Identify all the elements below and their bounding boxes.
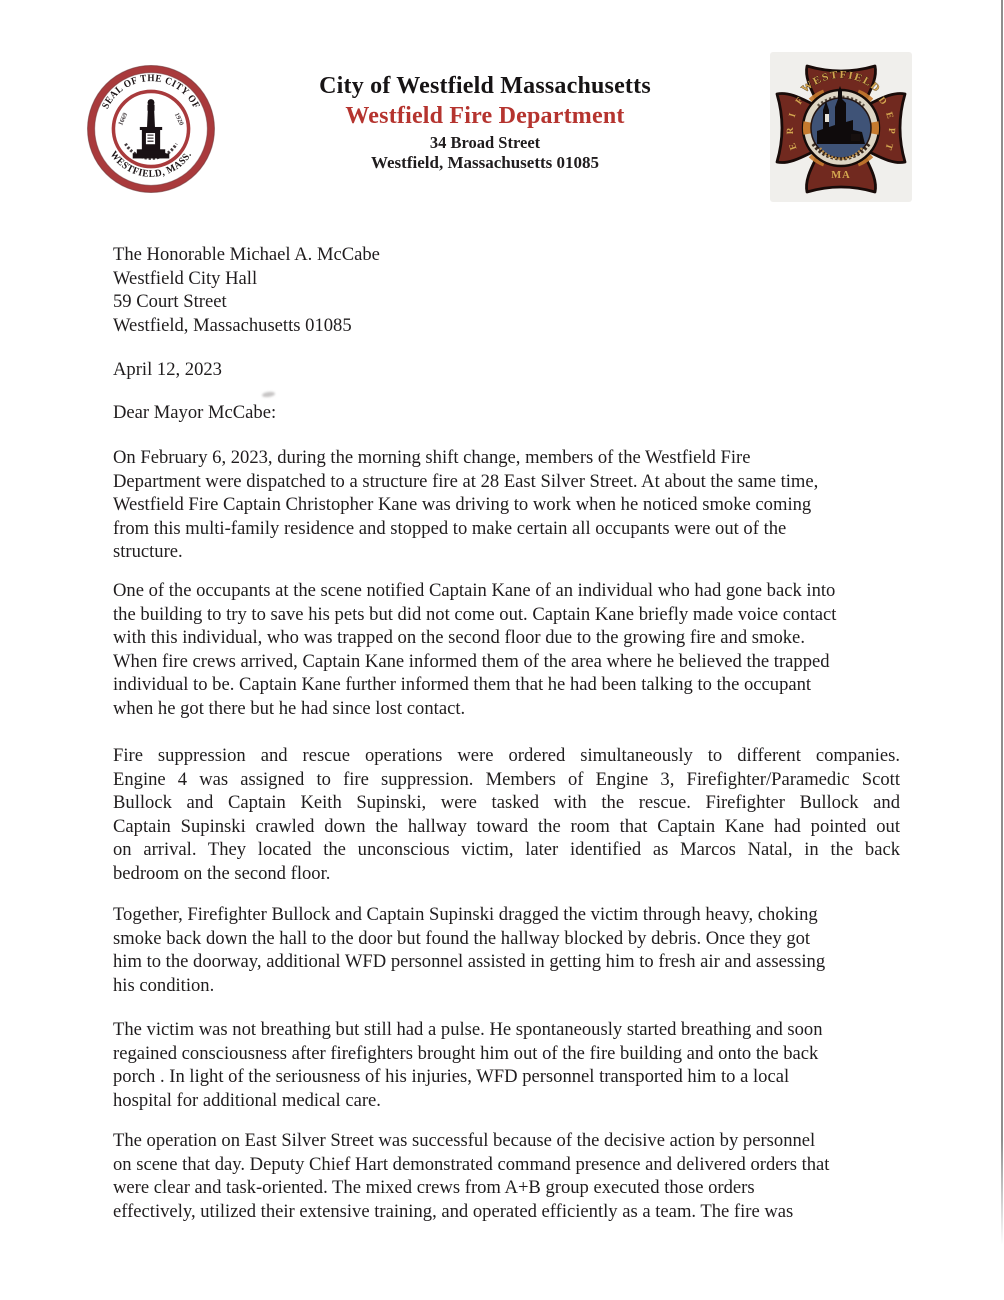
text-line: On February 6, 2023, during the morning shift change, members of the Westfield Fire [113, 447, 751, 468]
letterhead-city-address: Westfield, Massachusetts 01085 [370, 153, 600, 172]
badge-bottom-text: MA [831, 170, 851, 181]
text-line: regained consciousness after firefighters brought him out of the fire building and onto the back [113, 1042, 819, 1064]
text-line: When fire crews arrived, Captain Kane informed them of the area where he believed the trapped [113, 650, 830, 672]
text-line: his condition. [113, 974, 215, 996]
paragraph-3 [113, 744, 900, 885]
paragraph-2 [113, 579, 900, 720]
text-line: the building to try to save his pets but did not come out. Captain Kane briefly made voice contact [113, 603, 837, 625]
svg-text:R: R [785, 127, 797, 135]
letterhead-city-title: City of Westfield Massachusetts [319, 73, 651, 99]
text-line: Together, Firefighter Bullock and Captain Supinski dragged the victim through heavy, choking [113, 904, 818, 925]
svg-text:D: D [875, 95, 889, 108]
text-line: porch . In light of the seriousness of his injuries, WFD personnel transported him to a local [113, 1066, 790, 1087]
salutation: Dear Mayor McCabe: [113, 402, 277, 423]
fire-department-badge-icon [768, 50, 916, 206]
text-line: Department were dispatched to a structure fire at 28 East Silver Street. At about the same time, [113, 470, 819, 492]
recipient-line: Westfield, Massachusetts 01085 [113, 314, 352, 336]
text-line: One of the occupants at the scene notified Captain Kane of an individual who had gone back into [113, 580, 836, 601]
text-line: Fire suppression and rescue operations were ordered simultaneously to different companies. [113, 745, 900, 766]
text-line: with this individual, who was trapped on the second floor due to the growing fire and smoke. [113, 627, 805, 648]
text-line: him to the doorway, additional WFD personnel assisted in getting him to fresh air and assessing [113, 951, 826, 972]
recipient-line: Westfield City Hall [113, 267, 258, 289]
recipient-address [113, 243, 900, 337]
text-line: The victim was not breathing but still had a pulse. He spontaneously started breathing and soon [113, 1019, 823, 1040]
text-line: structure. [113, 541, 183, 562]
svg-text:F: F [794, 96, 806, 107]
text-line: when he got there but he had since lost contact. [113, 697, 466, 719]
text-line: effectively, utilized their extensive training, and operated efficiently as a team. The fire was [113, 1200, 794, 1222]
letterhead-department-title: Westfield Fire Department [345, 103, 625, 129]
recipient-line: The Honorable Michael A. McCabe [113, 244, 380, 265]
letterhead-street-address: 34 Broad Street [429, 133, 541, 152]
paragraph-5 [113, 1018, 900, 1112]
text-line: Captain Supinski crawled down the hallway toward the room that Captain Kane had pointed out [113, 815, 900, 837]
paragraph-1 [113, 446, 900, 564]
letterhead [260, 71, 710, 173]
seal-year-left: 1669 [117, 111, 130, 127]
page-edge-shadow [1001, 0, 1003, 1245]
text-line: hospital for additional medical care. [113, 1089, 381, 1111]
seal-top-text: SEAL OF THE CITY OF [100, 73, 203, 112]
text-line: smoke back down the hall to the door but found the hallway blocked by debris. Once they got [113, 927, 811, 949]
svg-text:E: E [787, 141, 800, 151]
svg-text:E: E [883, 110, 895, 120]
svg-text:I: I [787, 112, 799, 119]
text-line: The operation on East Silver Street was successful because of the decisive action by personnel [113, 1130, 816, 1151]
city-seal-icon [84, 62, 218, 196]
scan-speckle [262, 391, 276, 398]
svg-text:P: P [885, 127, 897, 134]
paragraph-6 [113, 1129, 900, 1223]
text-line: on arrival. They located the unconscious victim, later identified as Marcos Natal, in the back [113, 839, 900, 860]
seal-year-right: 1920 [172, 111, 185, 127]
seal-bottom-text: WESTFIELD, MASS. [107, 149, 195, 180]
date-line: April 12, 2023 [113, 359, 222, 380]
text-line: bedroom on the second floor. [113, 862, 331, 884]
text-line: on scene that day. Deputy Chief Hart demonstrated command presence and delivered orders that [113, 1153, 830, 1175]
svg-text:T: T [882, 141, 895, 151]
text-line: from this multi-family residence and stopped to make certain all occupants were out of the [113, 517, 787, 539]
text-line: Bullock and Captain Keith Supinski, were tasked with the rescue. Firefighter Bullock and [113, 792, 900, 813]
paragraph-4 [113, 903, 900, 997]
text-line: were clear and task-oriented. The mixed crews from A+B group executed those orders [113, 1177, 755, 1198]
recipient-line: 59 Court Street [113, 291, 227, 312]
text-line: Westfield Fire Captain Christopher Kane was driving to work when he noticed smoke coming [113, 494, 812, 515]
badge-top-text: WESTFIELD [799, 69, 882, 96]
text-line: individual to be. Captain Kane further informed them that he had been talking to the occupant [113, 674, 812, 695]
text-line: Engine 4 was assigned to fire suppression. Members of Engine 3, Firefighter/Paramedic Scott [113, 768, 900, 790]
